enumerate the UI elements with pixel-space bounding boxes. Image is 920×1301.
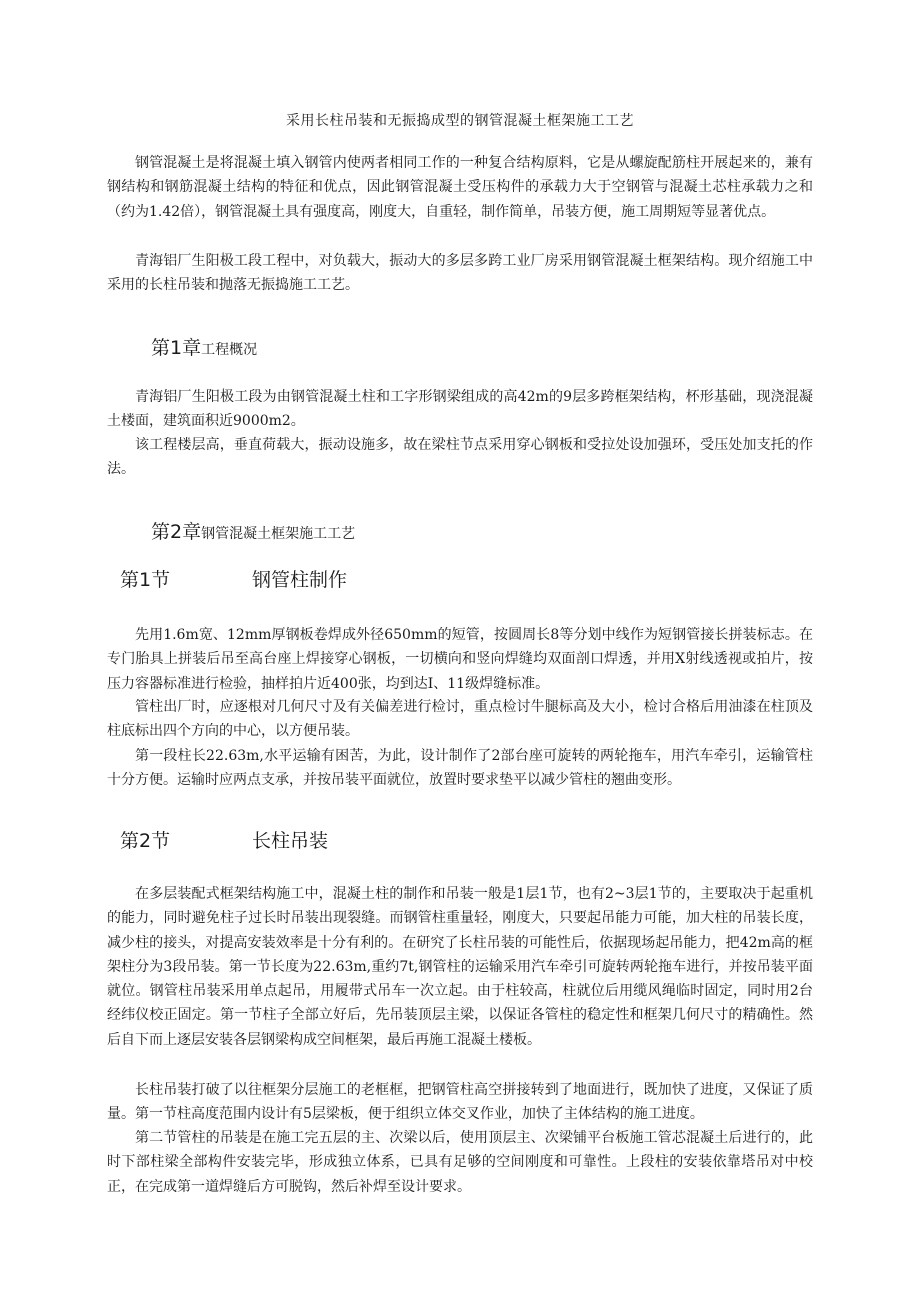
- chapter-2-name: 钢管混凝土框架施工工艺: [201, 526, 356, 542]
- section-2-name: 长柱吊装: [252, 830, 329, 852]
- intro-paragraph-2: 青海铝厂生阳极工段工程中，对负载大，振动大的多层多跨工业厂房采用钢管混凝土框架结构。现介绍施工中采用的长柱吊装和抛落无振捣施工工艺。: [107, 253, 813, 294]
- chapter-1-number: 第1章: [151, 337, 202, 359]
- section-2-paragraph-1: 在多层装配式框架结构施工中，混凝土柱的制作和吊装一般是1层1节，也有2~3层1节的，主要取决于起重机的能力，同时避免柱子过长时吊装出现裂缝。而钢管柱重量轻，刚度大，只要起吊能力可能，加大柱的吊装长度，减少柱的接头，对提高安装效率是十分有利的。在研究了长柱吊装的可能性后，依据现场起吊能力，把42m高的框架柱分为3段吊装。第一节长度为22.63m,重约7t,钢管柱的运输采用汽车牵引可旋转两轮拖车进行，并按吊装平面就位。钢管柱吊装采用单点起吊，用履带式吊车一次立起。由于柱较高，柱就位后用缆风绳临时固定，同时用2台经纬仪校正固定。第一节柱子全部立好后，先吊装顶层主梁，以保证各管柱的稳定性和框架几何尺寸的精确性。然后自下而上逐层安装各层钢梁构成空间框架，最后再施工混凝土楼板。: [107, 886, 813, 1048]
- chapter-2-number: 第2章: [151, 521, 202, 543]
- chapter-1-paragraph-2: 该工程楼层高，垂直荷载大，振动设施多，故在梁柱节点采用穿心钢板和受拉处设加强环，受压处加支托的作法。: [107, 437, 813, 478]
- chapter-1-name: 工程概况: [201, 342, 258, 358]
- section-1-paragraph-2: 管柱出厂时，应逐根对几何尺寸及有关偏差进行检讨，重点检讨牛腿标高及大小，检讨合格后用油漆在柱顶及柱底标出四个方向的中心，以方便吊装。: [107, 699, 813, 740]
- section-2-paragraph-2: 长柱吊装打破了以往框架分层施工的老框框，把钢管柱高空拼接转到了地面进行，既加快了进度，又保证了质量。第一节柱高度范围内设计有5层梁板，便于组织立体交叉作业，加快了主体结构的施工进度。: [107, 1082, 813, 1123]
- chapter-1-paragraph-1: 青海铝厂生阳极工段为由钢管混凝土柱和工字形钢梁组成的高42m的9层多跨框架结构，杯形基础，现浇混凝土楼面，建筑面积近9000m2。: [107, 389, 813, 430]
- section-2-number: 第2节: [120, 830, 171, 852]
- section-2-paragraph-3: 第二节管柱的吊装是在施工完五层的主、次梁以后，使用顶层主、次梁铺平台板施工管芯混凝土后进行的，此时下部柱梁全部构件安装完毕，形成独立体系，已具有足够的空间刚度和可靠性。上段柱的安装依靠塔吊对中校正，在完成第一道焊缝后方可脱钩，然后补焊至设计要求。: [107, 1130, 813, 1195]
- section-2-heading: [120, 826, 329, 853]
- intro-paragraph-1: 钢管混凝土是将混凝土填入钢管内使两者相同工作的一种复合结构原料，它是从螺旋配筋柱开展起来的，兼有钢结构和钢筋混凝土结构的特征和优点，因此钢管混凝土受压构件的承载力大于空钢管与混凝土芯柱承载力之和（约为1.42倍），钢管混凝土具有强度高，刚度大，自重轻，制作简单，吊装方便，施工周期短等显著优点。: [107, 155, 813, 220]
- chapter-2-heading: [151, 516, 355, 544]
- section-1-name: 钢管柱制作: [252, 569, 348, 591]
- section-1-paragraph-3: 第一段柱长22.63m,水平运输有困苦，为此，设计制作了2部台座可旋转的两轮拖车，用汽车牵引，运输管柱十分方便。运输时应两点支承，并按吊装平面就位，放置时要求垫平以减少管柱的翘曲变形。: [107, 748, 813, 789]
- chapter-1-heading: [151, 332, 257, 360]
- section-1-number: 第1节: [120, 569, 171, 591]
- section-1-paragraph-1: 先用1.6m宽、12mm厚钢板卷焊成外径650mm的短管，按圆周长8等分划中线作为短钢管接长拼装标志。在专门胎具上拼装后吊至高台座上焊接穿心钢板，一切横向和竖向焊缝均双面剖口焊透，并用X射线透视或拍片，按压力容器标准进行检验，抽样拍片近400张，均到达I、11级焊缝标准。: [107, 627, 813, 692]
- section-1-heading: [120, 565, 348, 592]
- document-title: 采用长柱吊装和无振捣成型的钢管混凝土框架施工工艺: [286, 113, 634, 129]
